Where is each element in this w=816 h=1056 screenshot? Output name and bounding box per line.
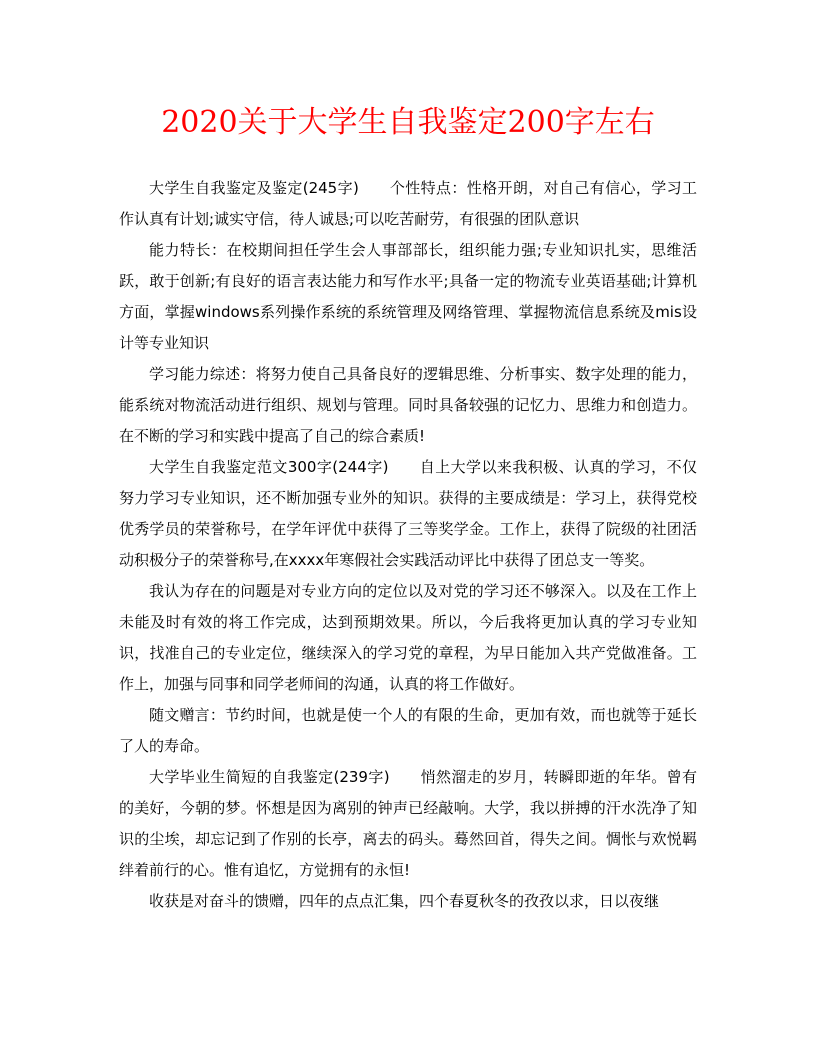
document-title: 2020关于大学生自我鉴定200字左右 bbox=[161, 105, 655, 140]
document-body bbox=[119, 173, 697, 917]
paragraph-5: 我认为存在的问题是对专业方向的定位以及对党的学习还不够深入。以及在工作上未能及时有效的将工作完成，达到预期效果。所以，今后我将更加认真的学习专业知识，找准自己的专业定位，继续深入的学习党的章程，为早日能加入共产党做准备。工作上，加强与同事和同学老师间的沟通，认真的将工作做好。 bbox=[119, 582, 697, 693]
paragraph-8: 收获是对奋斗的馈赠，四年的点点汇集，四个春夏秋冬的孜孜以求，日以夜继 bbox=[149, 892, 660, 910]
paragraph-3: 学习能力综述：将努力使自己具备良好的逻辑思维、分析事实、数字处理的能力，能系统对物流活动进行组织、规划与管理。同时具备较强的记忆力、思维力和创造力。在不断的学习和实践中提高了自己的综合素质! bbox=[119, 365, 697, 445]
paragraph-1: 大学生自我鉴定及鉴定(245字) 个性特点：性格开朗，对自己有信心，学习工作认真有计划;诚实守信，待人诚恳;可以吃苦耐劳，有很强的团队意识 bbox=[119, 179, 697, 228]
paragraph-4: 大学生自我鉴定范文300字(244字) 自上大学以来我积极、认真的学习，不仅努力学习专业知识，还不断加强专业外的知识。获得的主要成绩是：学习上，获得党校优秀学员的荣誉称号，在学年评优中获得了三等奖学金。工作上，获得了院级的社团活动积极分子的荣誉称号,在xxxx年寒假社会实践活动评比中获得了团总支一等奖。 bbox=[119, 458, 697, 569]
paragraph-7: 大学毕业生简短的自我鉴定(239字) 悄然溜走的岁月，转瞬即逝的年华。曾有的美好，今朝的梦。怀想是因为离别的钟声已经敲响。大学，我以拼搏的汗水洗净了知识的尘埃，却忘记到了作别的长亭，离去的码头。蓦然回首，得失之间。惆怅与欢悦羁绊着前行的心。惟有追忆，方觉拥有的永恒! bbox=[119, 768, 697, 879]
paragraph-6: 随文赠言：节约时间，也就是使一个人的有限的生命，更加有效，而也就等于延长了人的寿命。 bbox=[119, 706, 697, 755]
paragraph-2: 能力特长：在校期间担任学生会人事部部长，组织能力强;专业知识扎实，思维活跃，敢于创新;有良好的语言表达能力和写作水平;具备一定的物流专业英语基础;计算机方面，掌握windows系列操作系统的系统管理及网络管理、掌握物流信息系统及mis设计等专业知识 bbox=[119, 241, 697, 352]
